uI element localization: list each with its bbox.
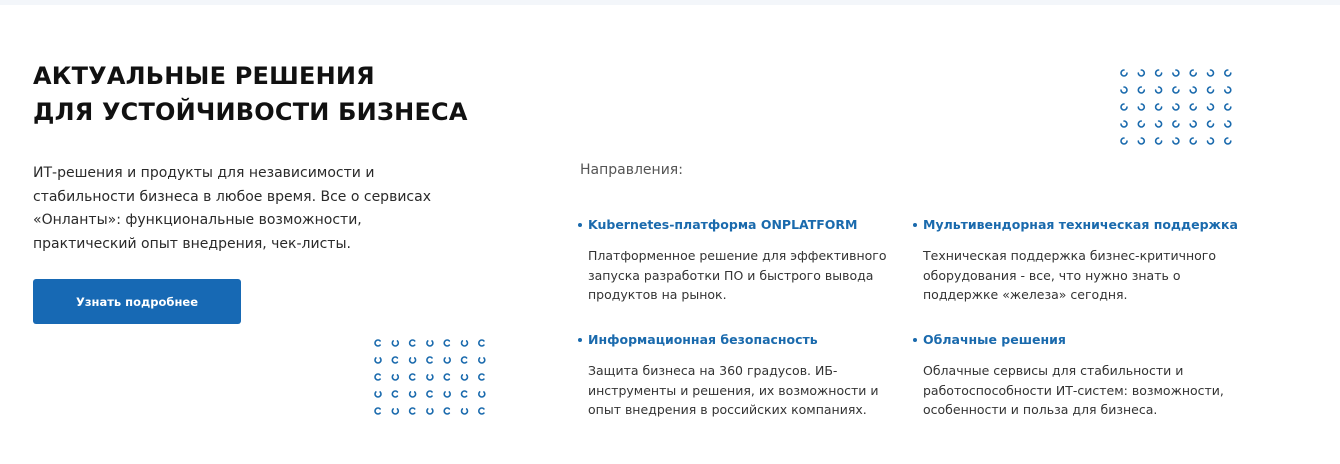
decorative-dot-pattern-top xyxy=(1120,67,1232,149)
dot-arc xyxy=(391,373,399,381)
direction-description: Облачные сервисы для стабильности и работоспособности ИТ-систем: возможности, особенности и польза для бизнеса. xyxy=(923,363,1224,417)
direction-title: Мультивендорная техническая поддержка xyxy=(923,217,1238,232)
direction-card-kubernetes xyxy=(578,217,908,305)
dot-arc xyxy=(426,407,434,415)
dot-arc xyxy=(1173,138,1179,144)
direction-title: Облачные решения xyxy=(923,332,1066,347)
dot-arc xyxy=(1156,138,1162,144)
direction-card-multivendor-support xyxy=(913,217,1243,305)
dot-arc xyxy=(478,373,486,381)
direction-description: Платформенное решение для эффективного запуска разработки ПО и быстрого вывода продуктов на рынок. xyxy=(588,248,887,302)
bullet-icon xyxy=(913,338,917,342)
dot-arc xyxy=(1138,121,1144,127)
dot-arc xyxy=(1156,70,1162,76)
dot-arc xyxy=(374,373,382,381)
dot-arc xyxy=(426,339,434,347)
direction-description: Защита бизнеса на 360 градусов. ИБ-инструменты и решения, их возможности и опыт внедрения в российских компаниях. xyxy=(588,363,879,417)
dot-arc xyxy=(1208,104,1214,110)
page-title-line-2: ДЛЯ УСТОЙЧИВОСТИ БИЗНЕСА xyxy=(33,98,468,126)
dot-arc xyxy=(460,390,468,398)
direction-title: Kubernetes-платформа ONPLATFORM xyxy=(588,217,858,232)
dot-arc xyxy=(443,373,451,381)
dot-arc xyxy=(1156,121,1162,127)
dot-arc xyxy=(460,339,468,347)
dot-arc xyxy=(1225,104,1231,110)
dot-arc xyxy=(391,356,399,364)
intro-text: ИТ-решения и продукты для независимости и стабильности бизнеса в любое время. Все о сервисах «Онланты»: функциональные возможности, практический опыт внедрения, чек-листы. xyxy=(33,165,431,252)
direction-link-infosec[interactable] xyxy=(578,332,908,347)
dot-arc xyxy=(443,339,451,347)
dot-arc xyxy=(1190,87,1196,93)
dot-arc xyxy=(1208,138,1214,144)
dot-arc xyxy=(1173,104,1179,110)
dot-arc xyxy=(1173,121,1179,127)
directions-label: Направления: xyxy=(580,162,683,178)
dot-arc xyxy=(1225,138,1231,144)
dot-arc xyxy=(1208,121,1214,127)
dot-arc xyxy=(426,390,434,398)
direction-link-kubernetes[interactable] xyxy=(578,217,908,232)
dot-arc xyxy=(1138,104,1144,110)
dot-arc xyxy=(478,390,486,398)
dot-arc xyxy=(443,407,451,415)
direction-link-multivendor-support[interactable] xyxy=(913,217,1243,232)
decorative-dot-pattern-bottom xyxy=(374,337,486,419)
direction-description: Техническая поддержка бизнес-критичного оборудования - все, что нужно знать о поддержке «железа» сегодня. xyxy=(923,248,1217,302)
dot-arc xyxy=(374,356,382,364)
dot-arc xyxy=(1225,121,1231,127)
dot-arc xyxy=(1138,70,1144,76)
dot-arc xyxy=(1190,138,1196,144)
dot-arc xyxy=(408,339,416,347)
dot-arc xyxy=(1121,87,1127,93)
dot-arc xyxy=(1190,70,1196,76)
dot-arc xyxy=(1156,104,1162,110)
dot-arc xyxy=(1156,87,1162,93)
dot-arc xyxy=(1225,70,1231,76)
dot-arc xyxy=(426,356,434,364)
dot-arc xyxy=(1121,104,1127,110)
dot-arc xyxy=(460,407,468,415)
dot-arc xyxy=(1190,104,1196,110)
bullet-icon xyxy=(913,223,917,227)
dot-arc xyxy=(443,390,451,398)
dot-arc xyxy=(478,356,486,364)
dot-arc xyxy=(1173,70,1179,76)
direction-title: Информационная безопасность xyxy=(588,332,818,347)
dot-arc xyxy=(426,373,434,381)
dot-arc xyxy=(1225,87,1231,93)
direction-link-cloud[interactable] xyxy=(913,332,1243,347)
dot-arc xyxy=(1208,70,1214,76)
bullet-icon xyxy=(578,223,582,227)
dot-arc xyxy=(374,390,382,398)
dot-arc xyxy=(374,407,382,415)
dot-arc xyxy=(443,356,451,364)
dot-arc xyxy=(460,356,468,364)
dot-arc xyxy=(408,356,416,364)
direction-card-cloud xyxy=(913,332,1243,420)
page-title-line-1: АКТУАЛЬНЫЕ РЕШЕНИЯ xyxy=(33,62,375,90)
dot-arc xyxy=(1121,138,1127,144)
dot-arc xyxy=(478,339,486,347)
page-title xyxy=(33,58,468,130)
dot-arc xyxy=(1138,87,1144,93)
dot-arc xyxy=(460,373,468,381)
bullet-icon xyxy=(578,338,582,342)
dot-arc xyxy=(391,339,399,347)
top-strip xyxy=(0,0,1340,5)
learn-more-button[interactable]: Узнать подробнее xyxy=(33,279,241,324)
dot-arc xyxy=(478,407,486,415)
dot-arc xyxy=(1121,70,1127,76)
dot-arc xyxy=(1138,138,1144,144)
dot-arc xyxy=(408,407,416,415)
dot-arc xyxy=(408,373,416,381)
dot-arc xyxy=(1190,121,1196,127)
dot-arc xyxy=(1208,87,1214,93)
dot-arc xyxy=(1173,87,1179,93)
direction-card-infosec xyxy=(578,332,908,420)
dot-arc xyxy=(408,390,416,398)
dot-arc xyxy=(374,339,382,347)
dot-arc xyxy=(1121,121,1127,127)
dot-arc xyxy=(391,407,399,415)
dot-arc xyxy=(391,390,399,398)
